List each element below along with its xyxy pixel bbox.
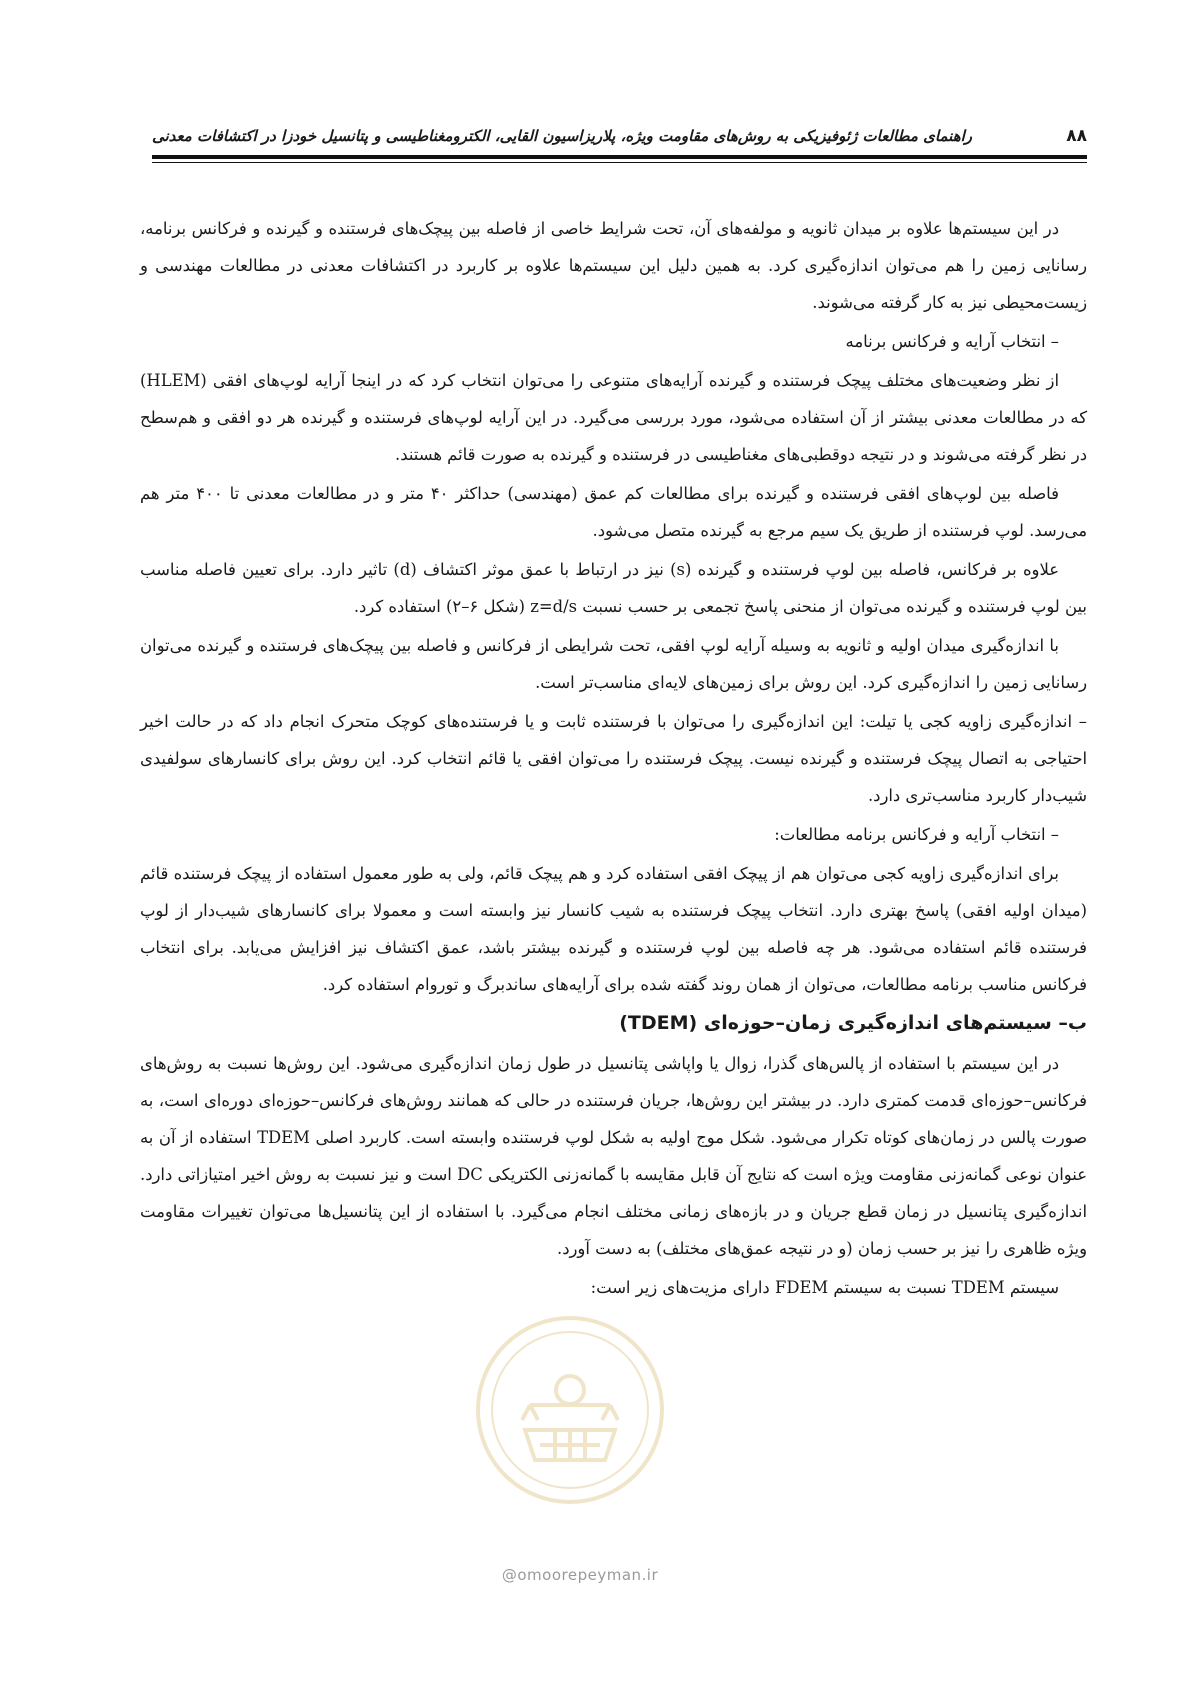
page-body — [140, 210, 1087, 1308]
watermark-caption: @omoorepeyman.ir — [501, 1566, 659, 1584]
list-item: – انتخاب آرایه و فرکانس برنامه — [845, 332, 1059, 351]
paragraph: با اندازه‌گیری میدان اولیه و ثانویه به وسیله آرایه لوپ افقی، تحت شرایطی از فرکانس و فاصله بین پیچک‌های فرستنده و گیرنده می‌توان رسانایی زمین را اندازه‌گیری کرد. این روش برای زمین‌های لایه‌ای مناسب‌تر است. — [140, 636, 1087, 692]
paragraph: برای اندازه‌گیری زاویه کجی می‌توان هم از پیچک افقی استفاده کرد و هم پیچک قائم، ولی به طور معمول استفاده از پیچک فرستنده قائم (میدان اولیه افقی) پاسخ بهتری دارد. انتخاب پیچک فرستنده به شیب کانسار نیز وابسته است و معمولا برای کانسارهای شیب‌دار از لوپ فرستنده قائم استفاده می‌شود. هر چه فاصله بین لوپ فرستنده و گیرنده بیشتر باشد، عمق اکتشاف نیز افزایش می‌یابد. برای انتخاب فرکانس مناسب برنامه مطالعات، می‌توان از همان روند گفته شده برای آرایه‌های ساندبرگ و توروام استفاده کرد. — [140, 864, 1087, 994]
paragraph: از نظر وضعیت‌های مختلف پیچک فرستنده و گیرنده آرایه‌های متنوعی را می‌توان انتخاب کرد که در اینجا آرایه لوپ‌های افقی (HLEM) که در مطالعات معدنی بیشتر از آن استفاده می‌شود، مورد بررسی می‌گیرد. در این آرایه لوپ‌های فرستنده و گیرنده هر دو افقی و هم‌سطح در نظر گرفته می‌شوند و در نتیجه دوقطبی‌های مغناطیسی در فرستنده و گیرنده به صورت قائم هستند. — [140, 371, 1087, 464]
paragraph: علاوه بر فرکانس، فاصله بین لوپ فرستنده و گیرنده (s) نیز در ارتباط با عمق موثر اکتشاف (d) تاثیر دارد. برای تعیین فاصله مناسب بین لوپ فرستنده و گیرنده می‌توان از منحنی پاسخ تجمعی بر حسب نسبت z=d/s (شکل ۶–۲) استفاده کرد. — [140, 560, 1087, 616]
seal-watermark-icon — [470, 1310, 670, 1510]
section-heading: ب– سیستم‌های اندازه‌گیری زمان–حوزه‌ای (TDEM) — [619, 1012, 1087, 1034]
paragraph: فاصله بین لوپ‌های افقی فرستنده و گیرنده برای مطالعات کم عمق (مهندسی) حداکثر ۴۰ متر و در مطالعات معدنی تا ۴۰۰ متر هم می‌رسد. لوپ فرستنده از طریق یک سیم مرجع به گیرنده متصل می‌شود. — [140, 484, 1087, 540]
header-rule-thin — [152, 162, 1087, 163]
paragraph: در این سیستم‌ها علاوه بر میدان ثانویه و مولفه‌های آن، تحت شرایط خاصی از فاصله بین پیچک‌های فرستنده و گیرنده و فرکانس برنامه، رسانایی زمین را هم می‌توان اندازه‌گیری کرد. به همین دلیل این سیستم‌ها علاوه بر کاربرد در اکتشافات معدنی در مطالعات مهندسی و زیست‌محیطی نیز به کار گرفته می‌شوند. — [140, 219, 1087, 312]
page-number: ۸۸ — [1066, 126, 1087, 146]
list-item: – انتخاب آرایه و فرکانس برنامه مطالعات: — [774, 825, 1059, 844]
page-header — [152, 126, 1087, 146]
header-rule-thick — [152, 155, 1087, 159]
running-title: راهنمای مطالعات ژئوفیزیکی به روش‌های مقاومت ویژه، پلاریزاسیون القایی، الکترومغناطیسی و پتانسیل خودزا در اکتشافات معدنی — [152, 127, 973, 145]
paragraph: – اندازه‌گیری زاویه کجی یا تیلت: این اندازه‌گیری را می‌توان با فرستنده ثابت و یا فرستنده‌های کوچک متحرک انجام داد که در حالت اخیر احتیاجی به اتصال پیچک فرستنده و گیرنده نیست. پیچک فرستنده را می‌توان افقی یا قائم انتخاب کرد. این روش برای کانسارهای سولفیدی شیب‌دار کاربرد مناسب‌تری دارد. — [140, 712, 1087, 805]
paragraph: در این سیستم با استفاده از پالس‌های گذرا، زوال یا واپاشی پتانسیل در طول زمان اندازه‌گیری می‌شود. این روش‌ها نسبت به روش‌های فرکانس–حوزه‌ای قدمت کمتری دارد. در بیشتر این روش‌ها، جریان فرستنده در حالی که همانند روش‌های فرکانس–حوزه‌ای دوره‌ای است، به صورت پالس در زمان‌های کوتاه تکرار می‌شود. شکل موج اولیه به شکل لوپ فرستنده وابسته است. کاربرد اصلی TDEM استفاده از آن به عنوان نوعی گمانه‌زنی مقاومت ویژه است که نتایج آن قابل مقایسه با گمانه‌زنی الکتریکی DC است و نیز نسبت به روش اخیر امتیازاتی دارد. اندازه‌گیری پتانسیل در زمان قطع جریان و در بازه‌های زمانی مختلف انجام می‌گیرد. با استفاده از این پتانسیل‌ها می‌توان تغییرات مقاومت ویژه ظاهری را نیز بر حسب زمان (و در نتیجه عمق‌های مختلف) به دست آورد. — [140, 1054, 1087, 1258]
paragraph: سیستم TDEM نسبت به سیستم FDEM دارای مزیت‌های زیر است: — [590, 1278, 1059, 1297]
